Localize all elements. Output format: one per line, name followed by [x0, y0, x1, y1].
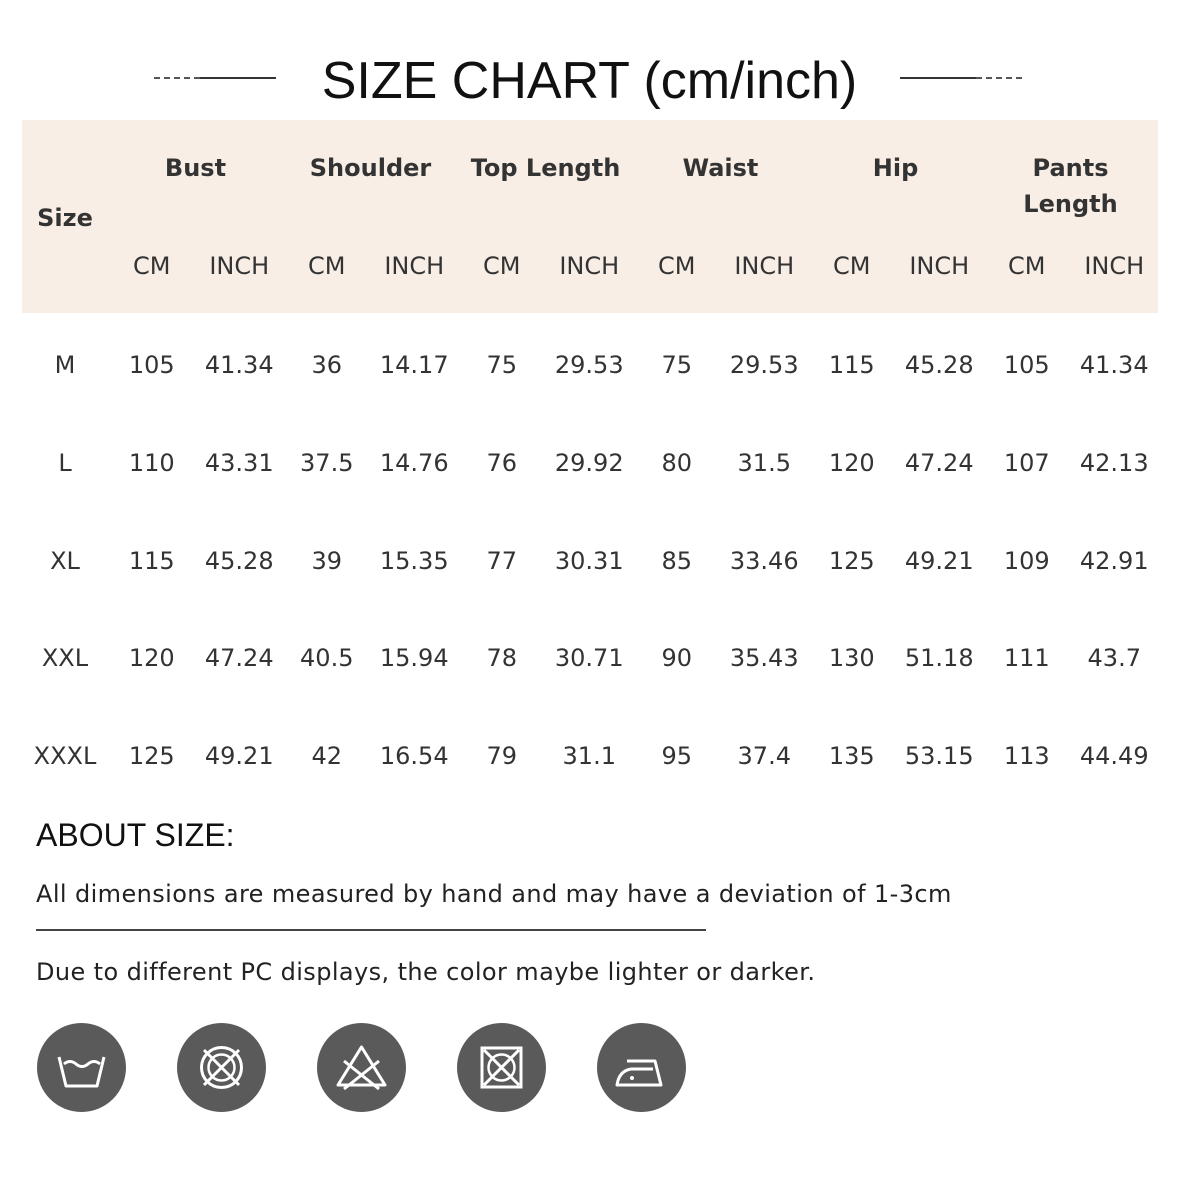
table-cell: 29.53 [729, 351, 799, 379]
table-cell: 44.49 [1079, 742, 1149, 770]
unit-header-cm: CM [833, 252, 871, 280]
size-label: XXL [41, 644, 89, 672]
table-cell: 35.43 [729, 644, 799, 672]
table-cell: 53.15 [904, 742, 974, 770]
wash-tub-icon [37, 1023, 126, 1112]
unit-header-cm: CM [308, 252, 346, 280]
table-cell: 107 [1003, 449, 1050, 477]
table-cell: 42.91 [1079, 547, 1149, 575]
table-cell: 14.17 [379, 351, 449, 379]
table-cell: 47.24 [904, 449, 974, 477]
table-cell: 14.76 [379, 449, 449, 477]
unit-header-cm: CM [658, 252, 696, 280]
table-cell: 85 [661, 547, 693, 575]
size-label: XXXL [33, 742, 97, 770]
table-cell: 110 [128, 449, 175, 477]
table-cell: 78 [486, 644, 518, 672]
table-cell: 45.28 [204, 547, 274, 575]
divider [36, 929, 706, 931]
table-cell: 113 [1003, 742, 1050, 770]
title-bar [0, 48, 1179, 118]
table-cell: 40.5 [300, 644, 354, 672]
no-tumble-dry-icon [177, 1023, 266, 1112]
table-cell: 43.31 [204, 449, 274, 477]
group-header-bust: Bust [164, 154, 227, 182]
size-label: XL [50, 547, 80, 575]
unit-header-cm: CM [1008, 252, 1046, 280]
table-cell: 49.21 [204, 742, 274, 770]
unit-header-inch: INCH [734, 252, 795, 280]
table-cell: 90 [661, 644, 693, 672]
table-cell: 16.54 [379, 742, 449, 770]
table-cell: 115 [128, 547, 175, 575]
unit-header-inch: INCH [909, 252, 970, 280]
table-cell: 49.21 [904, 547, 974, 575]
unit-header-inch: INCH [209, 252, 270, 280]
group-header-pants-length: Pants Length [1023, 154, 1118, 218]
table-cell: 47.24 [204, 644, 274, 672]
table-cell: 36 [311, 351, 343, 379]
title-deco-dash-right [976, 77, 1022, 79]
title-deco-line-right [900, 77, 976, 79]
table-cell: 75 [661, 351, 693, 379]
color-note: Due to different PC displays, the color maybe lighter or darker. [36, 958, 816, 986]
table-cell: 41.34 [1079, 351, 1149, 379]
table-cell: 30.31 [554, 547, 624, 575]
table-cell: 105 [1003, 351, 1050, 379]
table-cell: 42.13 [1079, 449, 1149, 477]
table-cell: 135 [828, 742, 875, 770]
unit-header-cm: CM [133, 252, 171, 280]
table-cell: 125 [828, 547, 875, 575]
group-header-top-length: Top Length [470, 154, 621, 182]
iron-icon [597, 1023, 686, 1112]
table-cell: 77 [486, 547, 518, 575]
table-cell: 29.92 [554, 449, 624, 477]
table-cell: 125 [128, 742, 175, 770]
no-dry-icon [457, 1023, 546, 1112]
table-cell: 79 [486, 742, 518, 770]
table-cell: 30.71 [554, 644, 624, 672]
size-label: M [54, 351, 76, 379]
group-header-waist: Waist [682, 154, 759, 182]
table-cell: 76 [486, 449, 518, 477]
table-cell: 75 [486, 351, 518, 379]
table-cell: 80 [661, 449, 693, 477]
size-column-header: Size [37, 204, 93, 232]
table-cell: 31.1 [562, 742, 616, 770]
table-cell: 42 [311, 742, 343, 770]
page-title: SIZE CHART (cm/inch) [321, 52, 858, 110]
table-cell: 33.46 [729, 547, 799, 575]
about-size-title: ABOUT SIZE: [36, 817, 235, 853]
table-cell: 120 [828, 449, 875, 477]
group-header-hip: Hip [872, 154, 919, 182]
unit-header-inch: INCH [559, 252, 620, 280]
table-cell: 105 [128, 351, 175, 379]
no-bleach-icon [317, 1023, 406, 1112]
group-header-shoulder: Shoulder [309, 154, 432, 182]
table-cell: 120 [128, 644, 175, 672]
unit-header-inch: INCH [1084, 252, 1145, 280]
table-cell: 43.7 [1087, 644, 1141, 672]
table-cell: 111 [1003, 644, 1050, 672]
table-cell: 31.5 [737, 449, 791, 477]
table-cell: 29.53 [554, 351, 624, 379]
table-cell: 109 [1003, 547, 1050, 575]
table-cell: 39 [311, 547, 343, 575]
table-cell: 95 [661, 742, 693, 770]
table-cell: 41.34 [204, 351, 274, 379]
table-cell: 115 [828, 351, 875, 379]
measurement-note: All dimensions are measured by hand and may have a deviation of 1-3cm [36, 880, 952, 908]
size-label: L [58, 449, 72, 477]
table-header-band [22, 120, 1158, 313]
table-cell: 45.28 [904, 351, 974, 379]
table-cell: 15.35 [379, 547, 449, 575]
table-cell: 37.4 [737, 742, 791, 770]
table-cell: 15.94 [379, 644, 449, 672]
table-cell: 51.18 [904, 644, 974, 672]
unit-header-inch: INCH [384, 252, 445, 280]
table-cell: 130 [828, 644, 875, 672]
unit-header-cm: CM [483, 252, 521, 280]
table-cell: 37.5 [300, 449, 354, 477]
